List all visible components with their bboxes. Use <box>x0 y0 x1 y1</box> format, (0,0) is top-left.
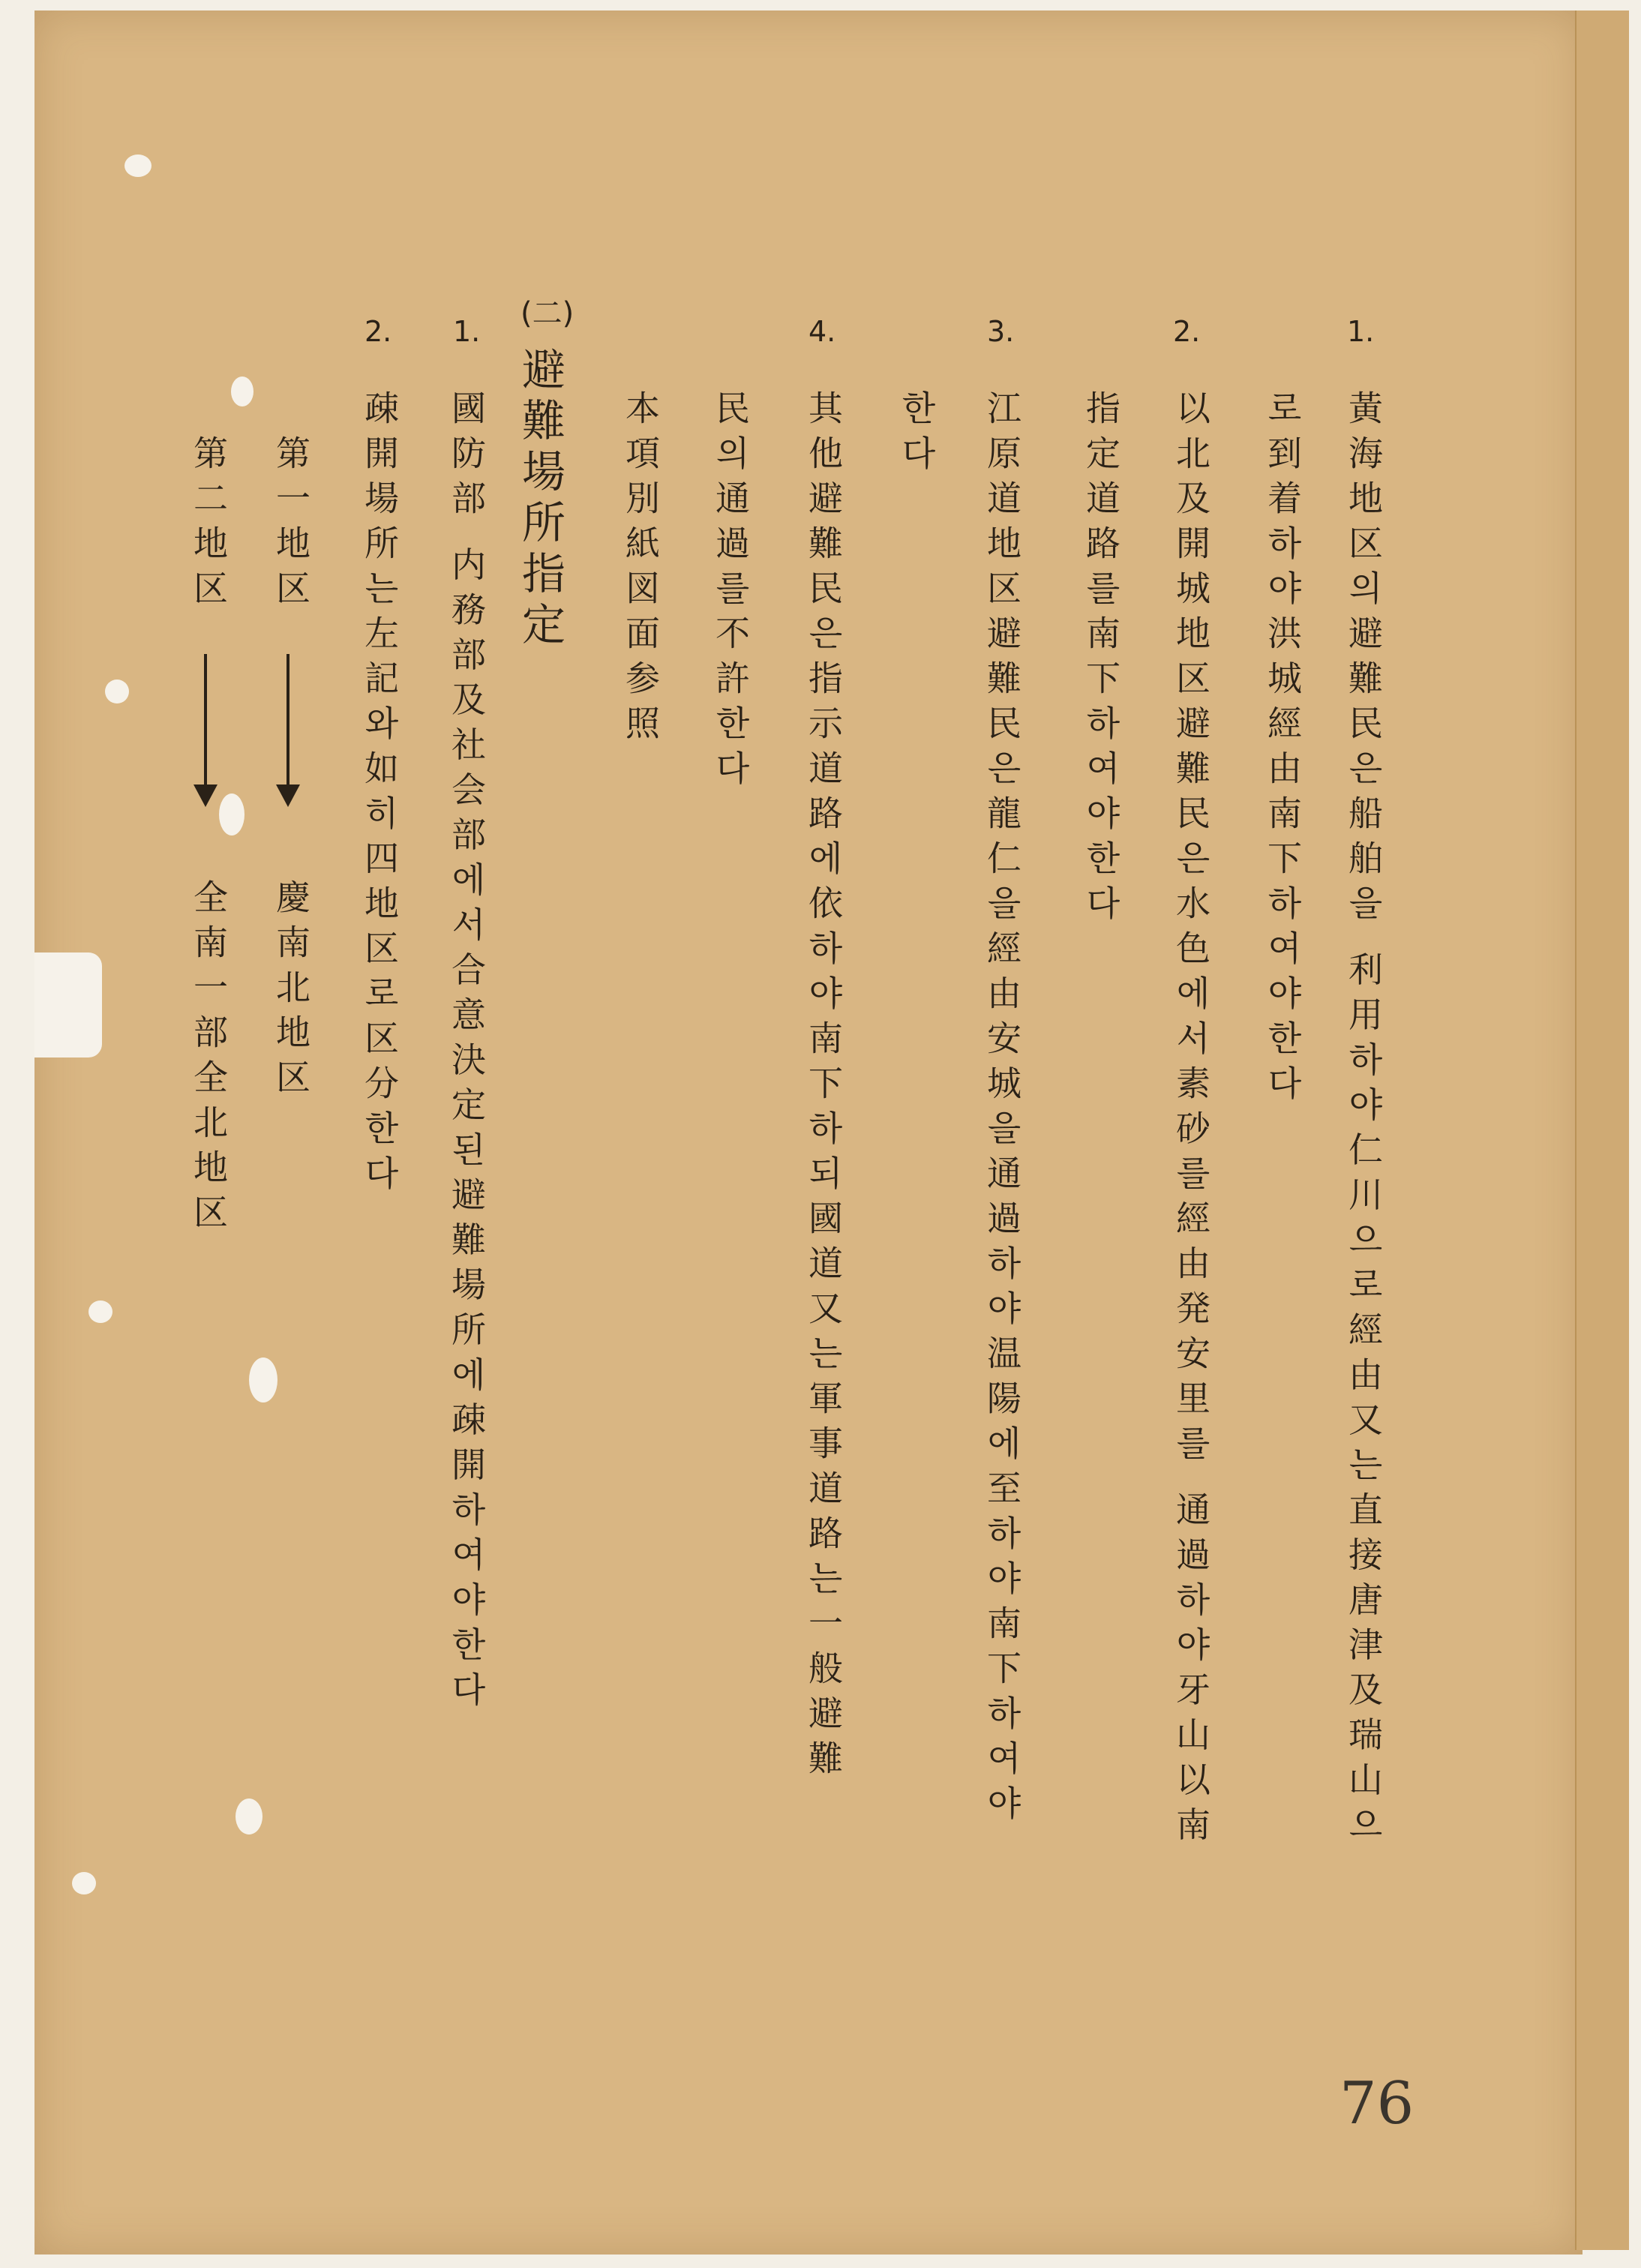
section-2-mark: (二) <box>520 296 574 331</box>
item-1-line-1: 黃海地区의避難民은船舶을 利用하야仁川으로經由又는直接唐津及瑞山으 <box>1343 390 1384 1852</box>
punch-hole <box>236 1798 262 1834</box>
page-number: 76 <box>1340 2070 1414 2138</box>
item-2-line-1: 以北及開城地区避難民은水色에서素砂를經由発安里를 通過하야牙山以南 <box>1171 390 1211 1852</box>
item-2-number: 2. <box>1173 315 1201 348</box>
section-2-reference: 本項別紙図面参照 <box>620 390 661 750</box>
item-2-line-2: 指定道路를南下하여야한다 <box>1081 390 1121 930</box>
zone-2-area: 全南一部全北地区 <box>188 879 229 1239</box>
section-2-title: 避難場所指定 <box>514 346 566 652</box>
punch-hole <box>124 154 152 177</box>
item-1-number: 1. <box>1347 315 1375 348</box>
item-4-line-2: 民의通過를不許한다 <box>710 390 751 795</box>
section-2-item-2-number: 2. <box>364 315 392 348</box>
item-3-line-2: 한다 <box>896 390 937 480</box>
paper-edge <box>1575 10 1629 2250</box>
punch-hole <box>72 1872 96 1894</box>
zone-2-arrow <box>204 654 207 804</box>
item-3-line-1: 江原道地区避難民은龍仁을經由安城을通過하야温陽에至하야南下하여야 <box>982 390 1022 1830</box>
zone-1-arrow <box>286 654 290 804</box>
zone-2-name: 第二地区 <box>188 435 229 615</box>
section-2-item-1-number: 1. <box>453 315 481 348</box>
punch-hole <box>88 1300 112 1323</box>
punch-hole <box>249 1358 278 1402</box>
binding-notch <box>34 952 102 1058</box>
punch-hole <box>231 376 254 406</box>
punch-hole <box>105 680 129 704</box>
item-4-number: 4. <box>808 315 836 348</box>
item-4-line-1: 其他避難民은指示道路에依하야南下하되國道又는軍事道路는一般避難 <box>803 390 844 1785</box>
item-1-line-2: 로到着하야洪城經由南下하여야한다 <box>1262 390 1303 1110</box>
zone-1-name: 第一地区 <box>271 435 311 615</box>
punch-hole <box>219 794 244 836</box>
zone-1-area: 慶南北地区 <box>271 879 311 1104</box>
item-3-number: 3. <box>987 315 1015 348</box>
section-2-item-2-text: 疎開場所는左記와如히四地区로区分한다 <box>359 390 400 1200</box>
section-2-item-1-text: 國防部 内務部及社会部에서合意決定된避難場所에疎開하여야한다 <box>446 390 487 1717</box>
